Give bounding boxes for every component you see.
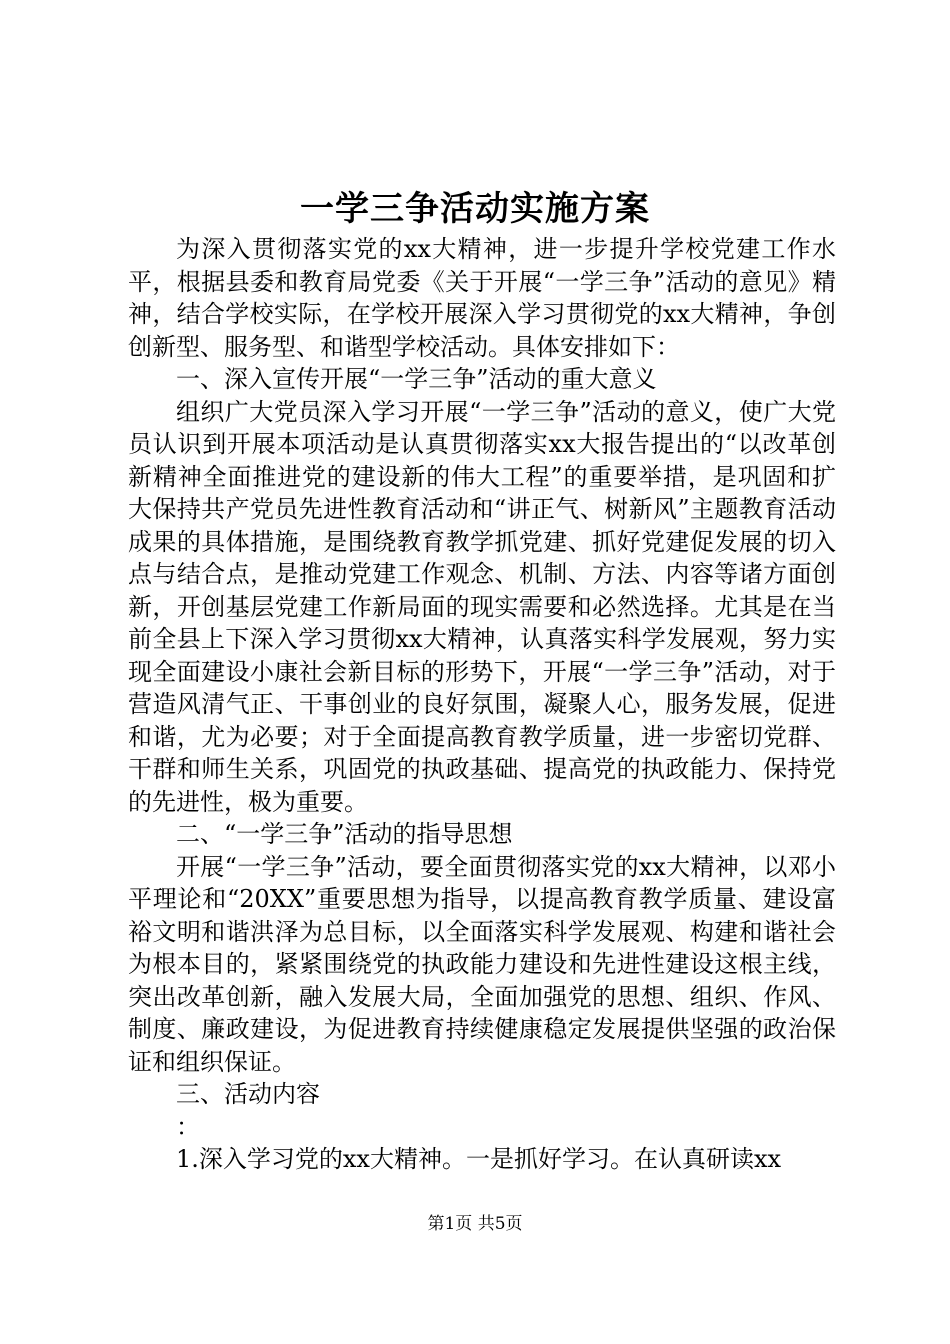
section-heading-1: 一、深入宣传开展“一学三争”活动的重大意义 [176,365,657,393]
intro-paragraph: 为深入贯彻落实党的xx大精神，进一步提升学校党建工作水平，根据县委和教育局党委《关于开展“一学三争”活动的意见》精神，结合学校实际，在学校开展深入学习贯彻党的xx大精神，争创创新型、服务型、和谐型学校活动。具体安排如下： [128,235,836,361]
section-1-paragraph: 组织广大党员深入学习开展“一学三争”活动的意义，使广大党员认识到开展本项活动是认真贯彻落实xx大报告提出的“以改革创新精神全面推进党的建设新的伟大工程”的重要举措，是巩固和扩大保持共产党员先进性教育活动和“讲正气、树新风”主题教育活动成果的具体措施，是围绕教育教学抓党建、抓好党建促发展的切入点与结合点，是推动党建工作观念、机制、方法、内容等诸方面创新，开创基层党建工作新局面的现实需要和必然选择。尤其是在当前全县上下深入学习贯彻xx大精神，认真落实科学发展观，努力实现全面建设小康社会新目标的形势下，开展“一学三争”活动，对于营造风清气正、干事创业的良好氛围，凝聚人心，服务发展，促进和谐，尤为必要；对于全面提高教育教学质量，进一步密切党群、干群和师生关系，巩固党的执政基础、提高党的执政能力、保持党的先进性，极为重要。 [128,397,836,816]
item-1-paragraph: 1.深入学习党的xx大精神。一是抓好学习。在认真研读xx [176,1145,782,1173]
section-heading-2: 二、“一学三争”活动的指导思想 [176,820,513,848]
section-2-paragraph: 开展“一学三争”活动，要全面贯彻落实党的xx大精神，以邓小平理论和“20XX”重要思想为指导，以提高教育教学质量、建设富裕文明和谐洪泽为总目标，以全面落实科学发展观、构建和谐社会为根本目的，紧紧围绕党的执政能力建设和先进性建设这根主线，突出改革创新，融入发展大局，全面加强党的思想、组织、作风、制度、廉政建设，为促进教育持续健康稳定发展提供坚强的政治保证和组织保证。 [128,852,836,1076]
document-body [128,233,836,1176]
section-heading-3: 三、活动内容 [176,1080,320,1108]
document-title: 一学三争活动实施方案 [300,189,650,229]
page-footer: 第1页 共5页 [427,1214,523,1234]
colon-line: ： [176,1112,200,1141]
